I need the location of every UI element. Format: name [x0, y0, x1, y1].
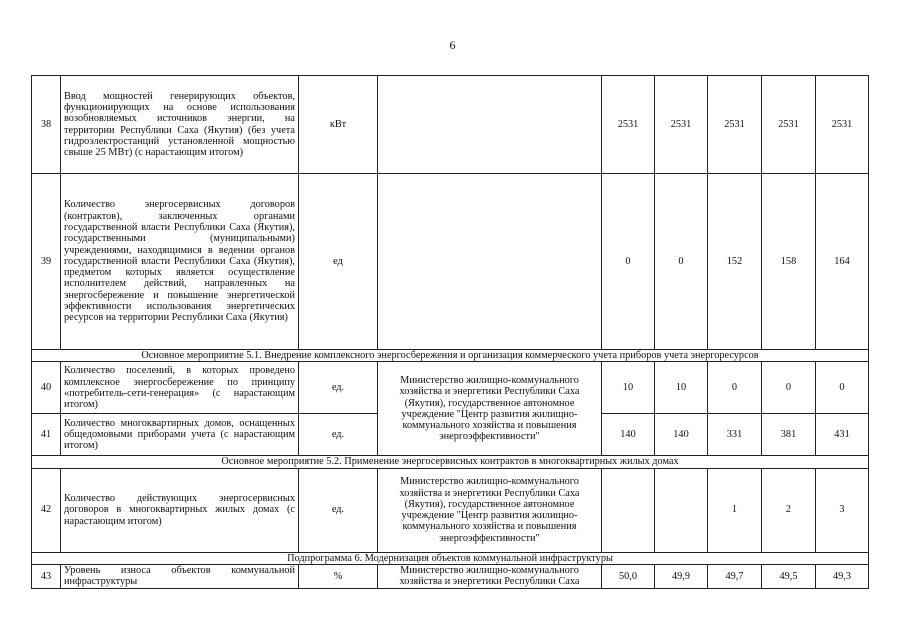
value-cell: 1: [708, 468, 762, 552]
indicator-cell: Уровень износа объектов коммунальной инфраструктуры: [61, 564, 299, 588]
row-number: 41: [32, 414, 61, 456]
row-number: 40: [32, 362, 61, 414]
value-cell: 158: [762, 174, 816, 350]
value-cell: [602, 468, 655, 552]
value-cell: 2531: [708, 76, 762, 174]
value-cell: 3: [816, 468, 869, 552]
value-cell: 140: [655, 414, 708, 456]
unit-cell: %: [299, 564, 378, 588]
executor-cell: [378, 174, 602, 350]
value-cell: 49,7: [708, 564, 762, 588]
section-row: [32, 350, 869, 362]
indicator-cell: Количество поселений, в которых проведено комплексное энергосбережение по принципу «потребитель-сети-генерация» (с нарастающим итогом): [61, 362, 299, 414]
value-cell: 381: [762, 414, 816, 456]
value-cell: 0: [602, 174, 655, 350]
value-cell: [655, 468, 708, 552]
value-cell: 0: [816, 362, 869, 414]
row-number: 38: [32, 76, 61, 174]
section-row: [32, 552, 869, 564]
indicator-cell: Количество действующих энергосервисных договоров в многоквартирных жилых домах (с нарастающим итогом): [61, 468, 299, 552]
value-cell: 0: [762, 362, 816, 414]
indicator-cell: Количество многоквартирных домов, оснащенных общедомовыми приборами учета (с нарастающим итогом): [61, 414, 299, 456]
value-cell: 2531: [762, 76, 816, 174]
row-number: 42: [32, 468, 61, 552]
value-cell: 331: [708, 414, 762, 456]
unit-cell: ед.: [299, 362, 378, 414]
row-number: 39: [32, 174, 61, 350]
page-number: 6: [449, 38, 456, 52]
unit-cell: ед: [299, 174, 378, 350]
section-heading-5-2: Основное мероприятие 5.2. Применение энергосервисных контрактов в многоквартирных жилых домах: [32, 456, 869, 468]
value-cell: 2531: [655, 76, 708, 174]
unit-cell: кВт: [299, 76, 378, 174]
executor-cell: [378, 76, 602, 174]
value-cell: 50,0: [602, 564, 655, 588]
unit-cell: ед.: [299, 468, 378, 552]
value-cell: 0: [708, 362, 762, 414]
value-cell: 164: [816, 174, 869, 350]
value-cell: 49,3: [816, 564, 869, 588]
indicators-table: [31, 75, 869, 589]
indicator-cell: Ввод мощностей генерирующих объектов, функционирующих на основе использования возобновляемых источников энергии, на территории Республики Саха (Якутия) (без учета гидроэлектростанций установленной мощностью свыше 25 МВт) (с нарастающим итогом): [61, 76, 299, 174]
value-cell: 2: [762, 468, 816, 552]
table-row: [32, 362, 869, 414]
table-row: [32, 76, 869, 174]
value-cell: 10: [655, 362, 708, 414]
section-heading-5-1: Основное мероприятие 5.1. Внедрение комплексного энергосбережения и организация коммерческого учета приборов учета энергоресурсов: [32, 350, 869, 362]
value-cell: 49,5: [762, 564, 816, 588]
unit-cell: ед.: [299, 414, 378, 456]
value-cell: 10: [602, 362, 655, 414]
value-cell: 431: [816, 414, 869, 456]
table-row: [32, 564, 869, 588]
executor-cell: Министерство жилищно-коммунального хозяйства и энергетики Республики Саха (Якутия), государственное автономное учреждение "Центр развития жилищно-коммунального хозяйства и повышения энергоэффективности": [378, 362, 602, 456]
value-cell: 152: [708, 174, 762, 350]
value-cell: 140: [602, 414, 655, 456]
row-number: 43: [32, 564, 61, 588]
value-cell: 2531: [602, 76, 655, 174]
executor-cell: Министерство жилищно-коммунального хозяйства и энергетики Республики Саха: [378, 564, 602, 588]
executor-cell: Министерство жилищно-коммунального хозяйства и энергетики Республики Саха (Якутия), государственное автономное учреждение "Центр развития жилищно-коммунального хозяйства и повышения энергоэффективности": [378, 468, 602, 552]
value-cell: 0: [655, 174, 708, 350]
table-row: [32, 174, 869, 350]
value-cell: 2531: [816, 76, 869, 174]
value-cell: 49,9: [655, 564, 708, 588]
table-row: [32, 468, 869, 552]
section-heading-6: Подпрограмма 6. Модернизация объектов коммунальной инфраструктуры: [32, 552, 869, 564]
indicator-cell: Количество энергосервисных договоров (контрактов), заключенных органами государственной власти Республики Саха (Якутия), государственными (муниципальными) учреждениями, находящимися в ведении органов государственной власти Республики Саха (Якутия), предметом которых является осуществление исполнителем действий, направленных на энергосбережение и повышение энергетической эффективности использования энергетических ресурсов на территории Республики Саха (Якутия): [61, 174, 299, 350]
section-row: [32, 456, 869, 468]
